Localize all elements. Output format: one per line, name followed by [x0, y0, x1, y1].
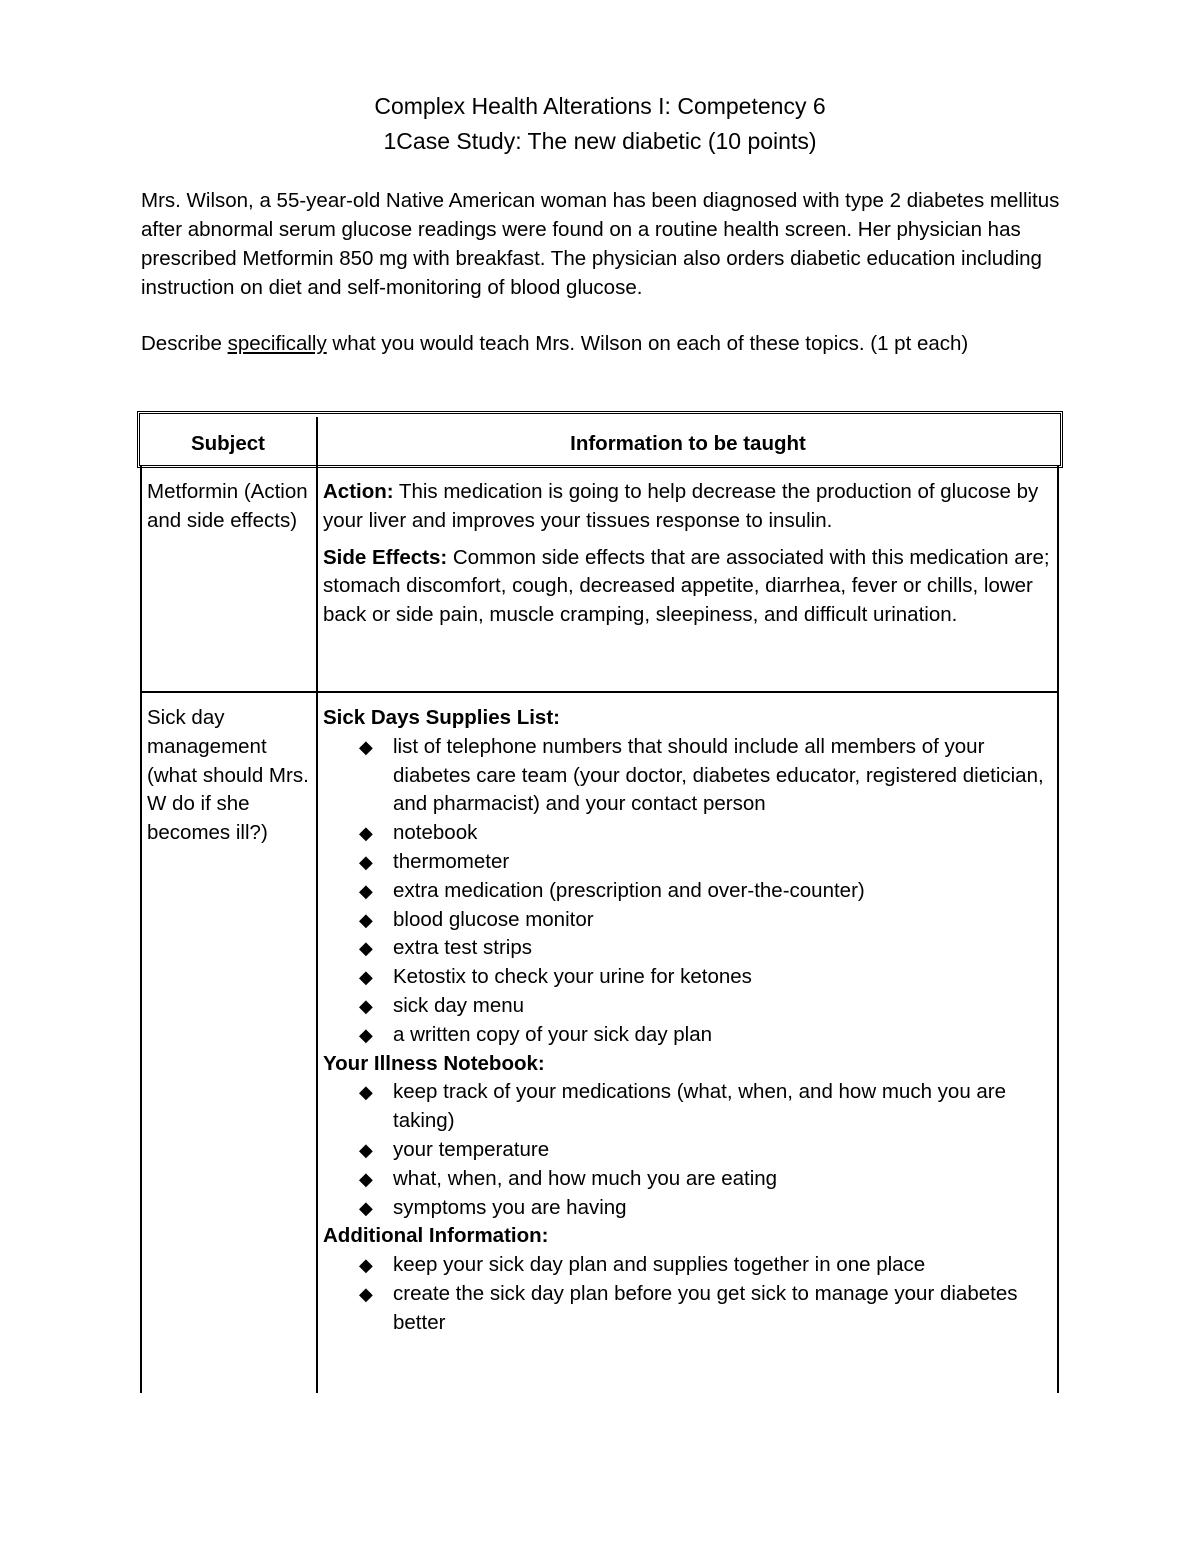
additional-list: [323, 1251, 1053, 1337]
diamond-bullet-icon: ◆: [359, 1197, 373, 1218]
diamond-bullet-icon: ◆: [359, 1139, 373, 1160]
list-item-text: extra medication (prescription and over-the-counter): [393, 878, 865, 902]
instruction-line: [141, 329, 1071, 358]
list-item-text: extra test strips: [393, 936, 532, 960]
list-item-text: what, when, and how much you are eating: [393, 1166, 778, 1190]
list-item-text: keep track of your medications (what, when, and how much you are taking): [393, 1080, 1007, 1133]
side-effects-paragraph: [323, 544, 1053, 630]
diamond-bullet-icon: ◆: [359, 909, 373, 930]
side-effects-text: Common side effects that are associated with this medication are; stomach discomfort, cough, decreased appetite, diarrhea, fever or chills, lower back or side pain, muscle cramping, sleepiness, and difficult urination.: [323, 545, 1050, 627]
list-item: [323, 963, 1053, 992]
table-left-border: [140, 466, 142, 1393]
header-subject: Subject: [190, 432, 266, 455]
list-item: [323, 1251, 1053, 1280]
action-text: This medication is going to help decrease the production of glucose by your liver and improves your tissues response to insulin.: [323, 480, 1039, 532]
side-effects-label: Side Effects:: [323, 545, 448, 569]
list-item-text: your temperature: [393, 1137, 550, 1161]
notebook-list: [323, 1078, 1053, 1222]
list-item-text: blood glucose monitor: [393, 907, 594, 931]
list-item-text: keep your sick day plan and supplies together in one place: [393, 1253, 926, 1277]
list-item: [323, 906, 1053, 935]
list-item: [323, 848, 1053, 877]
diamond-bullet-icon: ◆: [359, 1283, 373, 1304]
list-item: [323, 819, 1053, 848]
diamond-bullet-icon: ◆: [359, 1024, 373, 1045]
list-item-text: Ketostix to check your urine for ketones: [393, 965, 752, 989]
list-item: [323, 1165, 1053, 1194]
list-item-text: create the sick day plan before you get sick to manage your diabetes better: [393, 1281, 1018, 1334]
diamond-bullet-icon: ◆: [359, 851, 373, 872]
row1-information: [323, 478, 1053, 630]
diamond-bullet-icon: ◆: [359, 880, 373, 901]
list-item: [323, 1021, 1053, 1050]
list-item-text: notebook: [393, 821, 478, 845]
list-item-text: sick day menu: [393, 993, 525, 1017]
diamond-bullet-icon: ◆: [359, 1168, 373, 1189]
action-label: Action:: [323, 480, 394, 503]
diamond-bullet-icon: ◆: [359, 938, 373, 959]
intro-paragraph: Mrs. Wilson, a 55-year-old Native American woman has been diagnosed with type 2 diabetes mellitus after abnormal serum glucose readings were found on a routine health screen. Her physician has prescribed Metformin 850 mg with breakfast. The physician also orders diabetic education including instruction on diet and self-monitoring of blood glucose.: [141, 189, 1060, 299]
diamond-bullet-icon: ◆: [359, 995, 373, 1016]
row2-information: [323, 704, 1053, 1338]
list-item: [323, 1280, 1053, 1338]
diamond-bullet-icon: ◆: [359, 967, 373, 988]
list-item: [323, 877, 1053, 906]
list-item: [323, 1194, 1053, 1223]
list-item: [323, 934, 1053, 963]
table-row-divider: [140, 691, 1059, 693]
instruction-emphasis: specifically: [227, 332, 327, 355]
header-information: Information to be taught: [570, 432, 806, 455]
list-item-text: thermometer: [393, 849, 510, 873]
document-title: Complex Health Alterations I: Competency 6: [374, 93, 826, 119]
list-item: [323, 1078, 1053, 1136]
document-subtitle: 1Case Study: The new diabetic (10 points): [383, 128, 817, 154]
supplies-heading: Sick Days Supplies List:: [323, 706, 560, 729]
list-item: [323, 1136, 1053, 1165]
table-column-divider: [316, 417, 318, 1393]
table-right-border: [1057, 466, 1059, 1393]
list-item: [323, 733, 1053, 819]
list-item-text: symptoms you are having: [393, 1195, 627, 1219]
additional-heading: Additional Information:: [323, 1224, 549, 1248]
list-item-text: list of telephone numbers that should include all members of your diabetes care team (your doctor, diabetes educator, registered dietician, and pharmacist) and your contact person: [393, 734, 1044, 816]
instruction-after: what you would teach Mrs. Wilson on each of these topics. (1 pt each): [326, 332, 969, 355]
row2-subject: Sick day management (what should Mrs. W do if she becomes ill?): [147, 706, 309, 845]
notebook-heading: Your Illness Notebook:: [323, 1051, 545, 1075]
list-item-text: a written copy of your sick day plan: [393, 1022, 713, 1046]
supplies-list: [323, 733, 1053, 1050]
list-item: [323, 992, 1053, 1021]
action-paragraph: [323, 478, 1053, 536]
diamond-bullet-icon: ◆: [359, 823, 373, 844]
instruction-before: Describe: [141, 332, 228, 355]
row1-subject: Metformin (Action and side effects): [147, 480, 308, 532]
diamond-bullet-icon: ◆: [359, 736, 373, 757]
diamond-bullet-icon: ◆: [359, 1082, 373, 1103]
diamond-bullet-icon: ◆: [359, 1255, 373, 1276]
